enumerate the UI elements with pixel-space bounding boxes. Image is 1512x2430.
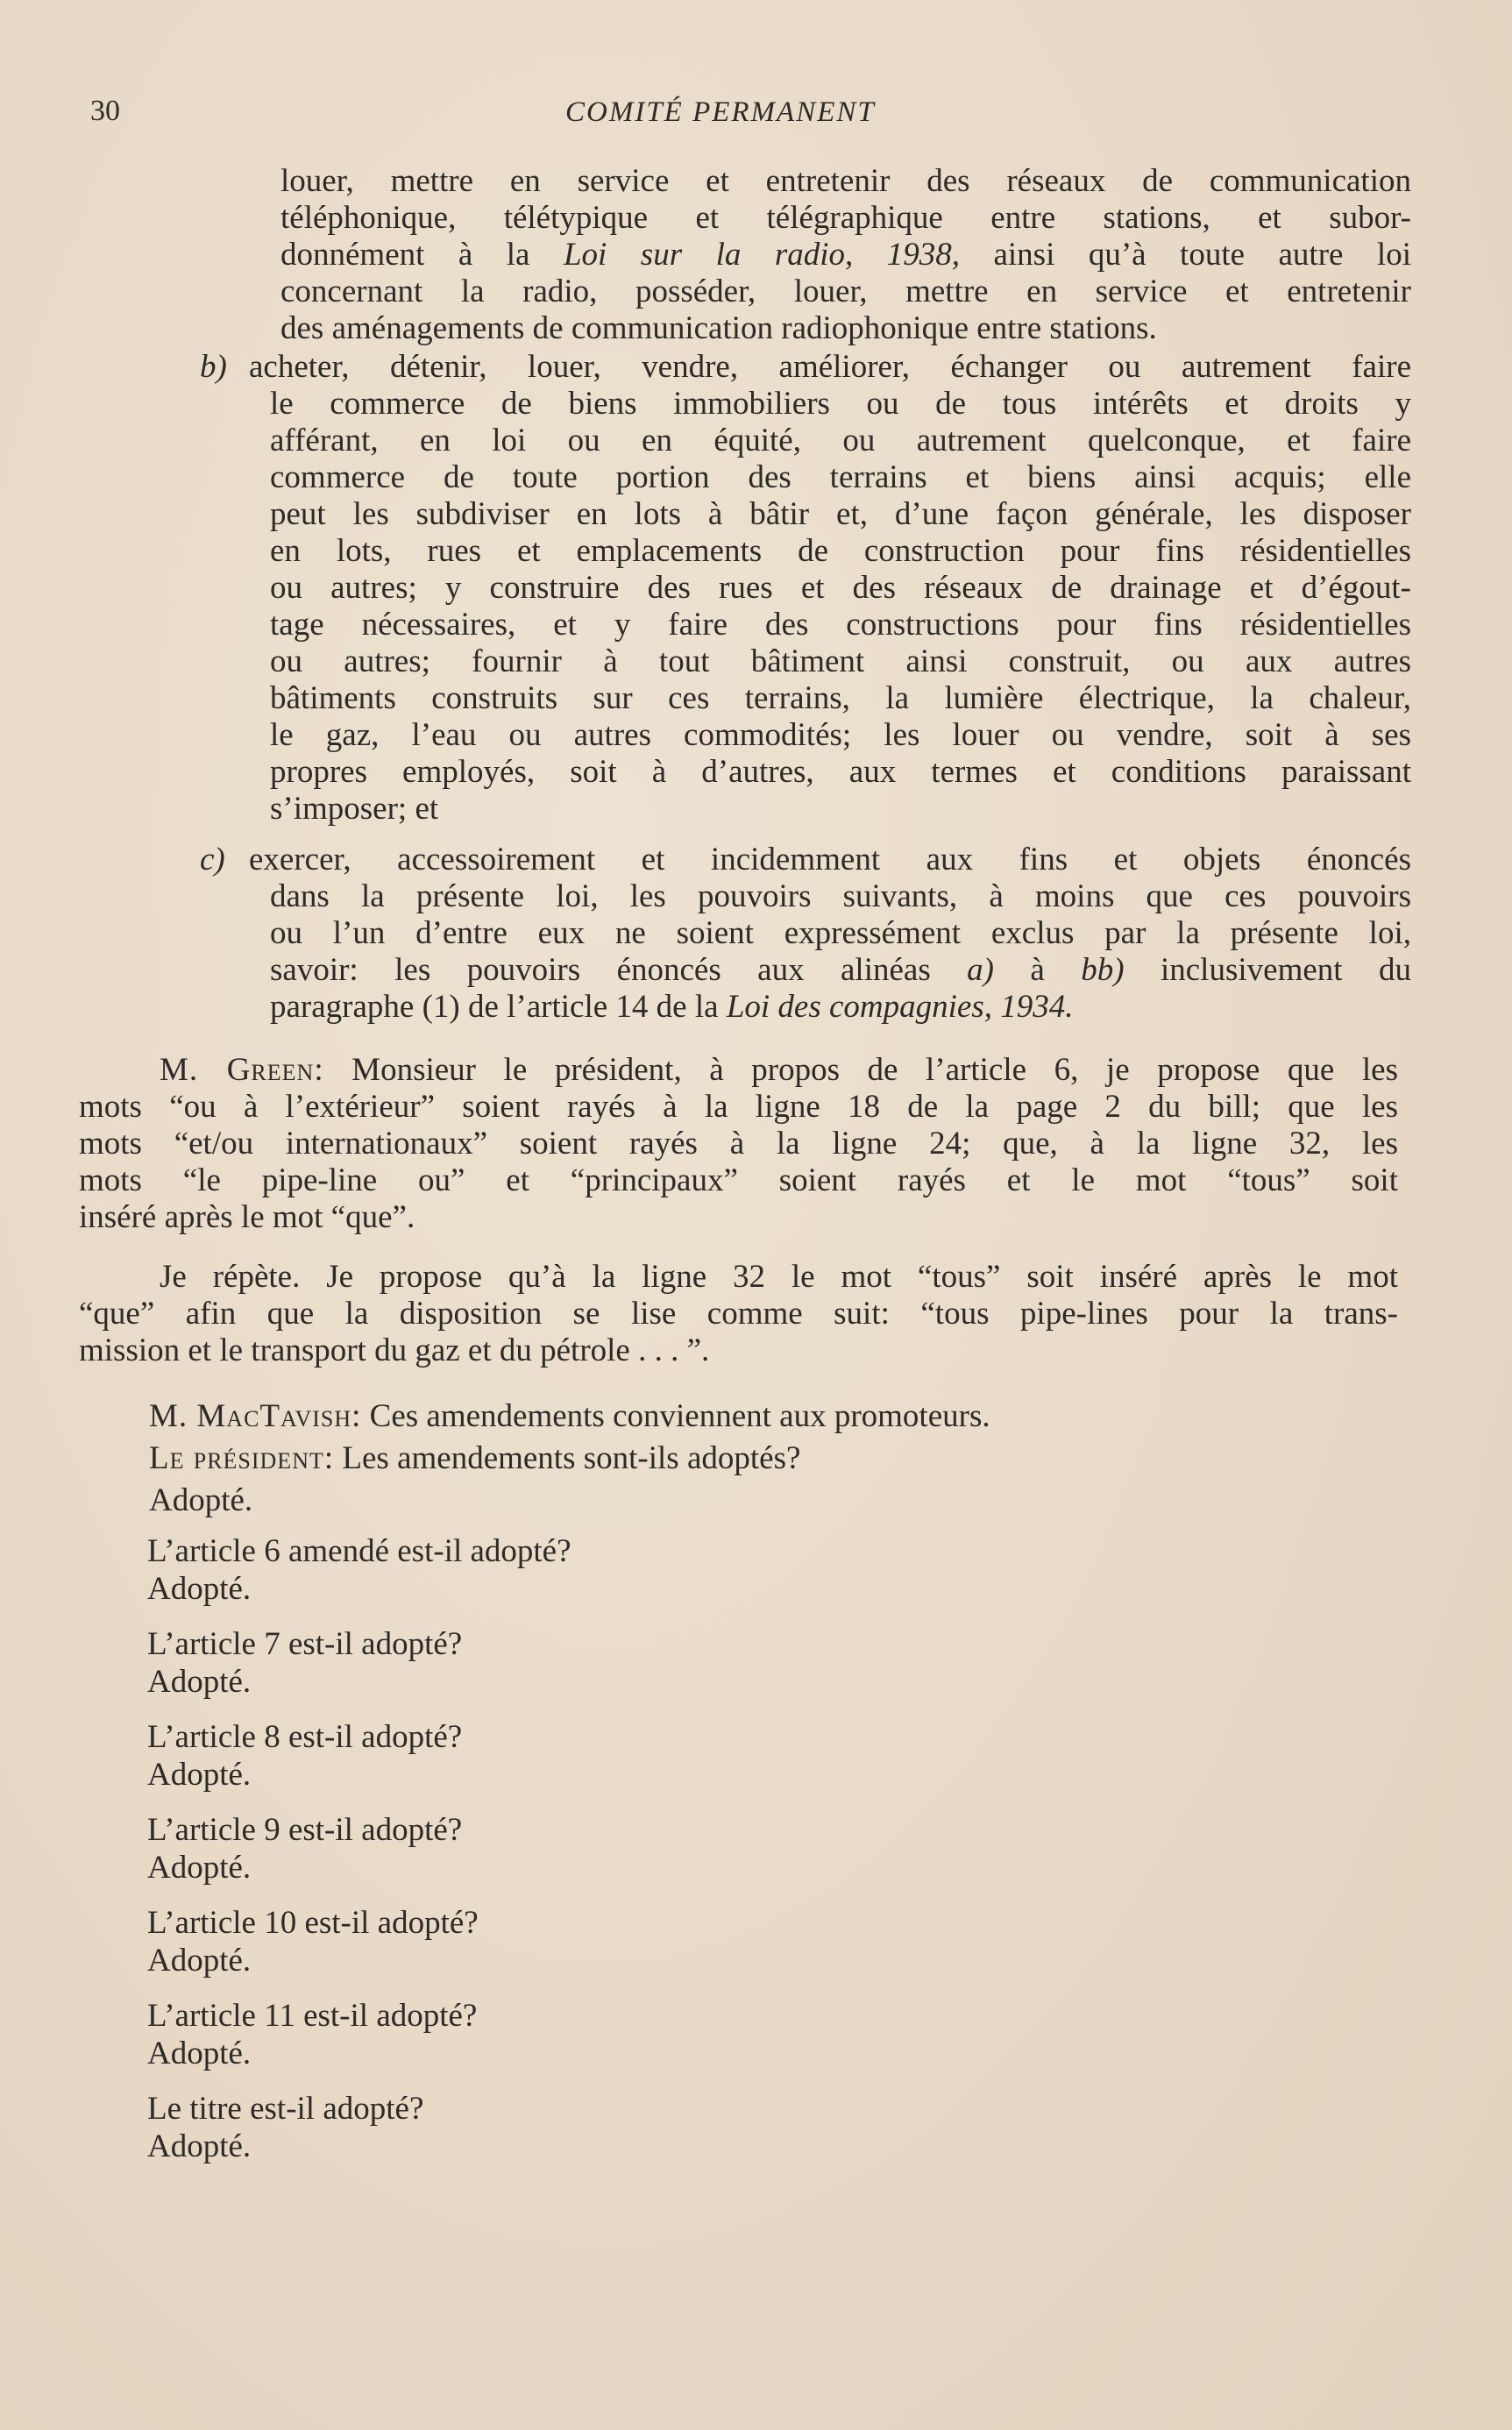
clause-marker: c): [200, 842, 225, 878]
text-line: dans la présente loi, les pouvoirs suivants, à moins que ces pouvoirs: [270, 878, 1411, 914]
question-line: L’article 6 amendé est-il adopté?: [147, 1533, 571, 1569]
text-line: [149, 1396, 1512, 1438]
text-span: Les amendements sont-ils adoptés?: [334, 1440, 801, 1476]
text-line: [270, 989, 1411, 1026]
question-line: L’article 9 est-il adopté?: [147, 1812, 463, 1848]
text-span: donnément à la: [280, 237, 530, 273]
question-line: L’article 7 est-il adopté?: [147, 1626, 463, 1662]
vote-item: [147, 1618, 1512, 1709]
text-line: peut les subdiviser en lots à bâtir et, d’une façon générale, les disposer: [270, 496, 1411, 532]
text-span: inclusivement du: [1124, 952, 1411, 988]
law-reference: Loi des compagnies, 1934.: [726, 989, 1074, 1025]
text-line: inséré après le mot “que”.: [79, 1199, 415, 1235]
text-line: propres employés, soit à d’autres, aux termes et conditions paraissant: [270, 754, 1411, 790]
answer-line: Adopté.: [147, 1850, 252, 1886]
speaker-name: M. MacTavish:: [149, 1398, 362, 1434]
text-span: paragraphe (1) de l’article 14 de la: [270, 989, 727, 1025]
answer-line: Adopté.: [149, 1482, 253, 1518]
page-header: [0, 95, 1512, 139]
vote-item: [147, 1711, 1512, 1802]
subclause-ref: bb): [1081, 952, 1125, 988]
text-line: exercer, accessoirement et incidemment aux fins et objets énoncés: [249, 842, 1411, 878]
running-title: COMITÉ PERMANENT: [565, 96, 876, 128]
green-repeat: [0, 1259, 1398, 1369]
answer-line: Adopté.: [147, 1757, 252, 1793]
text-line: louer, mettre en service et entretenir des réseaux de communication: [280, 163, 1411, 199]
text-line: bâtiments construits sur ces terrains, la lumière électrique, la chaleur,: [270, 680, 1411, 716]
text-line: tage nécessaires, et y faire des constructions pour fins résidentielles: [270, 607, 1411, 643]
text-line: en lots, rues et emplacements de construction pour fins résidentielles: [270, 533, 1411, 569]
text-span: savoir: les pouvoirs énoncés aux alinéas: [270, 952, 968, 988]
text-line: des aménagements de communication radiophonique entre stations.: [280, 310, 1157, 346]
text-line: mots “ou à l’extérieur” soient rayés à la ligne 18 de la page 2 du bill; que les: [79, 1089, 1398, 1125]
text-line: le commerce de biens immobiliers ou de tous intérêts et droits y: [270, 386, 1411, 422]
question-line: L’article 11 est-il adopté?: [147, 1998, 478, 2034]
answer-line: Adopté.: [147, 2036, 252, 2071]
text-line: téléphonique, télétypique et télégraphique entre stations, et subor-: [280, 200, 1411, 236]
text-line: [79, 1052, 1398, 1089]
text-line: mots “le pipe-line ou” et “principaux” soient rayés et le mot “tous” soit: [79, 1162, 1398, 1198]
text-line: le gaz, l’eau ou autres commodités; les louer ou vendre, soit à ses: [270, 717, 1411, 753]
continued-clause: [0, 163, 1411, 347]
text-line: ou autres; y construire des rues et des réseaux de drainage et d’égout-: [270, 570, 1411, 606]
vote-item: [147, 1990, 1512, 2081]
answer-line: Adopté.: [147, 1664, 252, 1700]
mactavish-statement: [0, 1396, 1512, 1522]
vote-item: [147, 2083, 1512, 2174]
question-line: L’article 8 est-il adopté?: [147, 1719, 463, 1755]
speaker-name: Le président:: [149, 1440, 335, 1476]
law-reference: Loi sur la radio, 1938,: [563, 237, 960, 273]
text-line: “que” afin que la disposition se lise comme suit: “tous pipe-lines pour la trans-: [79, 1296, 1398, 1332]
text-line: mots “et/ou internationaux” soient rayés à la ligne 24; que, à la ligne 32, les: [79, 1126, 1398, 1162]
text-line: ou autres; fournir à tout bâtiment ainsi construit, ou aux autres: [270, 643, 1411, 679]
text-span: Ces amendements conviennent aux promoteurs.: [361, 1398, 990, 1434]
text-line: Je répète. Je propose qu’à la ligne 32 le mot “tous” soit inséré après le mot: [160, 1259, 1398, 1295]
text-line: [270, 952, 1411, 989]
question-line: Le titre est-il adopté?: [147, 2091, 424, 2127]
question-line: L’article 10 est-il adopté?: [147, 1905, 479, 1941]
clause-b: [0, 349, 1411, 828]
answer-line: Adopté.: [147, 2128, 252, 2164]
text-line: s’imposer; et: [270, 791, 439, 827]
text-line: [149, 1438, 1512, 1480]
green-statement: [0, 1052, 1398, 1236]
text-line: acheter, détenir, louer, vendre, améliorer, échanger ou autrement faire: [249, 349, 1411, 385]
page-number: 30: [90, 95, 120, 127]
text-line: ou l’un d’entre eux ne soient expressément exclus par la présente loi,: [270, 915, 1411, 951]
answer-line: Adopté.: [147, 1943, 252, 1979]
vote-item: [147, 1804, 1512, 1895]
speaker-name: M. Green:: [160, 1052, 324, 1088]
text-line: [280, 237, 1411, 274]
vote-item: [147, 1525, 1512, 1616]
text-line: afférant, en loi ou en équité, ou autrement quelconque, et faire: [270, 423, 1411, 458]
text-span: à: [993, 952, 1082, 988]
subclause-ref: a): [967, 952, 994, 988]
vote-list: [0, 1525, 1512, 2174]
clause-marker: b): [200, 349, 227, 385]
text-span: ainsi qu’à toute autre loi: [960, 237, 1411, 273]
text-span: Monsieur le président, à propos de l’article 6, je propose que les: [323, 1052, 1398, 1088]
vote-item: [147, 1897, 1512, 1988]
text-line: concernant la radio, posséder, louer, mettre en service et entretenir: [280, 274, 1411, 309]
page-content: [0, 163, 1512, 2176]
text-line: mission et le transport du gaz et du pétrole . . . ”.: [79, 1332, 710, 1368]
clause-c: [0, 842, 1411, 1026]
answer-line: Adopté.: [147, 1571, 252, 1607]
text-line: commerce de toute portion des terrains et biens ainsi acquis; elle: [270, 459, 1411, 495]
